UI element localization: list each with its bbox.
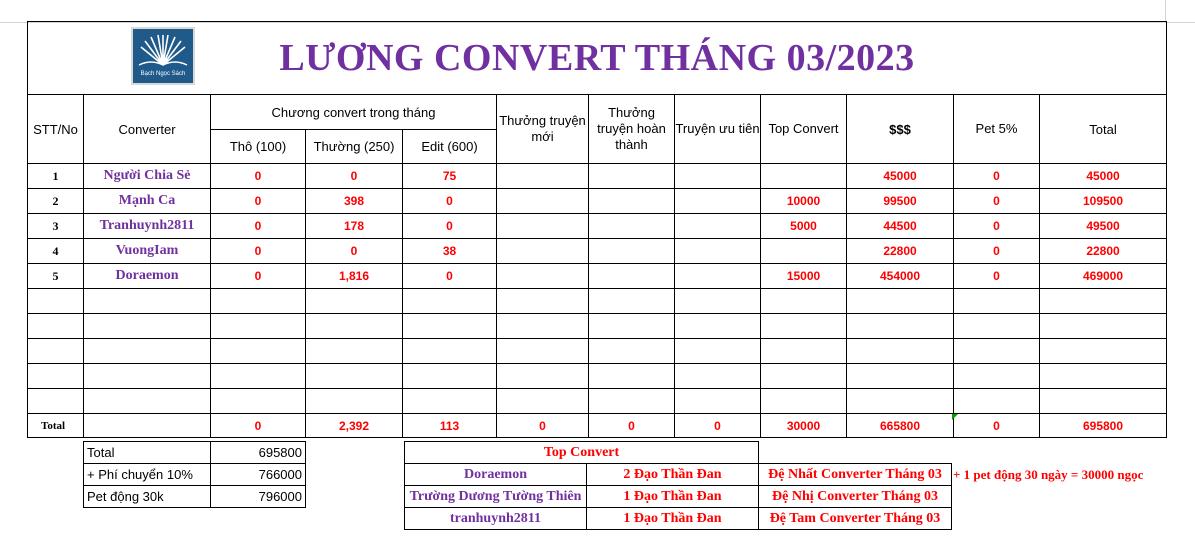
converter-name (84, 339, 211, 364)
converter-name: Doraemon (84, 264, 211, 289)
row-total: 469000 (1040, 264, 1167, 289)
raw-count (211, 364, 306, 389)
totals-cell (84, 414, 211, 438)
money: 44500 (847, 214, 954, 239)
top-convert-name: Doraemon (405, 464, 587, 486)
completed-bonus (589, 339, 675, 364)
header-money: $$$ (847, 95, 954, 164)
normal-count: 1,816 (306, 264, 403, 289)
pet (954, 289, 1040, 314)
row-total: 109500 (1040, 189, 1167, 214)
top-convert-row (405, 464, 952, 486)
edit-count: 75 (403, 164, 497, 189)
table-row (28, 164, 1167, 189)
normal-count: 0 (306, 239, 403, 264)
top-convert-rank: Đệ Nhất Converter Tháng 03 (759, 464, 952, 486)
empty-row (28, 364, 1167, 389)
normal-count: 398 (306, 189, 403, 214)
new-story-bonus (497, 239, 589, 264)
raw-count: 0 (211, 164, 306, 189)
header-top-convert: Top Convert (761, 95, 847, 164)
top-convert-bonus: 15000 (761, 264, 847, 289)
title-cell (28, 22, 1167, 95)
converter-name (84, 364, 211, 389)
converter-name: Tranhuynh2811 (84, 214, 211, 239)
row-total (1040, 389, 1167, 414)
header-chapters-group: Chương convert trong tháng (211, 95, 497, 130)
money: 454000 (847, 264, 954, 289)
summary-value: 766000 (211, 464, 306, 486)
totals-money: 665800 (847, 414, 954, 438)
top-convert-name: tranhuynh2811 (405, 508, 587, 530)
top-convert-bonus: 5000 (761, 214, 847, 239)
row-stt (28, 289, 84, 314)
top-convert-reward: 2 Đạo Thần Đan (587, 464, 759, 486)
pet: 0 (954, 164, 1040, 189)
completed-bonus (589, 214, 675, 239)
raw-count (211, 389, 306, 414)
pet-note: + 1 pet động 30 ngày = 30000 ngọc (953, 467, 1144, 482)
pet: 0 (954, 214, 1040, 239)
column-gridline (1165, 0, 1166, 22)
totals-normal: 2,392 (306, 414, 403, 438)
completed-bonus (589, 264, 675, 289)
pet (954, 364, 1040, 389)
page-title: LƯƠNG CONVERT THÁNG 03/2023 (279, 37, 915, 79)
priority-story (675, 189, 761, 214)
edit-count: 0 (403, 189, 497, 214)
table-row (28, 264, 1167, 289)
new-story-bonus (497, 314, 589, 339)
edit-count (403, 364, 497, 389)
summary-table (83, 441, 306, 508)
header-new-story-bonus: Thưởng truyện mới (497, 95, 589, 164)
totals-edit: 113 (403, 414, 497, 438)
header-pet: Pet 5% (954, 95, 1040, 164)
normal-count (306, 389, 403, 414)
totals-completed: 0 (589, 414, 675, 438)
money (847, 364, 954, 389)
normal-count (306, 364, 403, 389)
top-convert-bonus (761, 239, 847, 264)
top-convert-row (405, 486, 952, 508)
row-stt: 2 (28, 189, 84, 214)
header-edit: Edit (600) (403, 130, 497, 164)
row-total: 22800 (1040, 239, 1167, 264)
empty-row (28, 339, 1167, 364)
top-convert-bonus (761, 364, 847, 389)
row-stt (28, 364, 84, 389)
row-stt (28, 389, 84, 414)
top-convert-name: Trường Dương Tường Thiên (405, 486, 587, 508)
priority-story (675, 364, 761, 389)
edit-count (403, 314, 497, 339)
row-total (1040, 364, 1167, 389)
pet (954, 314, 1040, 339)
row-stt (28, 339, 84, 364)
header-converter: Converter (84, 95, 211, 164)
salary-table (27, 21, 1167, 438)
pet: 0 (954, 264, 1040, 289)
normal-count (306, 339, 403, 364)
new-story-bonus (497, 389, 589, 414)
pet (954, 339, 1040, 364)
row-total (1040, 289, 1167, 314)
top-convert-rank: Đệ Tam Converter Tháng 03 (759, 508, 952, 530)
top-convert-title: Top Convert (405, 442, 759, 464)
header-total: Total (1040, 95, 1167, 164)
money (847, 389, 954, 414)
logo-text: Bạch Ngọc Sách (140, 71, 186, 77)
row-total (1040, 314, 1167, 339)
summary-value: 796000 (211, 486, 306, 508)
top-convert-reward: 1 Đạo Thần Đan (587, 508, 759, 530)
row-stt: 1 (28, 164, 84, 189)
money: 99500 (847, 189, 954, 214)
converter-name (84, 389, 211, 414)
completed-bonus (589, 364, 675, 389)
money: 22800 (847, 239, 954, 264)
new-story-bonus (497, 264, 589, 289)
summary-label: Total (84, 442, 211, 464)
top-convert-bonus (761, 389, 847, 414)
top-convert-bonus (761, 314, 847, 339)
table-row (28, 239, 1167, 264)
new-story-bonus (497, 339, 589, 364)
edit-count (403, 339, 497, 364)
raw-count (211, 289, 306, 314)
completed-bonus (589, 289, 675, 314)
converter-name: VuongIam (84, 239, 211, 264)
priority-story (675, 214, 761, 239)
edit-count: 0 (403, 214, 497, 239)
money (847, 289, 954, 314)
edit-count: 38 (403, 239, 497, 264)
converter-name (84, 314, 211, 339)
completed-bonus (589, 164, 675, 189)
completed-bonus (589, 189, 675, 214)
normal-count (306, 289, 403, 314)
priority-story (675, 164, 761, 189)
top-convert-blank (759, 442, 952, 464)
raw-count (211, 314, 306, 339)
top-convert-table (404, 441, 952, 530)
totals-top: 30000 (761, 414, 847, 438)
converter-name (84, 289, 211, 314)
new-story-bonus (497, 289, 589, 314)
totals-new-story: 0 (497, 414, 589, 438)
money: 45000 (847, 164, 954, 189)
money (847, 314, 954, 339)
header-stt: STT/No (28, 95, 84, 164)
priority-story (675, 389, 761, 414)
totals-row (28, 414, 1167, 438)
new-story-bonus (497, 189, 589, 214)
summary-label: Pet động 30k (84, 486, 211, 508)
raw-count: 0 (211, 264, 306, 289)
empty-row (28, 289, 1167, 314)
totals-raw: 0 (211, 414, 306, 438)
header-priority-story: Truyện ưu tiên (675, 95, 761, 164)
row-total (1040, 339, 1167, 364)
empty-row (28, 389, 1167, 414)
row-total: 49500 (1040, 214, 1167, 239)
new-story-bonus (497, 164, 589, 189)
table-row (28, 189, 1167, 214)
totals-pet: 0 (954, 414, 1040, 438)
top-convert-row (405, 508, 952, 530)
normal-count (306, 314, 403, 339)
priority-story (675, 314, 761, 339)
top-convert-rank: Đệ Nhị Converter Tháng 03 (759, 486, 952, 508)
pet: 0 (954, 189, 1040, 214)
sheet-gridlines (0, 0, 1195, 23)
empty-row (28, 314, 1167, 339)
raw-count: 0 (211, 239, 306, 264)
normal-count: 0 (306, 164, 403, 189)
new-story-bonus (497, 364, 589, 389)
top-convert-bonus (761, 164, 847, 189)
row-total: 45000 (1040, 164, 1167, 189)
top-convert-bonus: 10000 (761, 189, 847, 214)
top-convert-bonus (761, 289, 847, 314)
top-convert-bonus (761, 339, 847, 364)
header-normal: Thường (250) (306, 130, 403, 164)
row-stt: 4 (28, 239, 84, 264)
summary-row (84, 442, 306, 464)
completed-bonus (589, 389, 675, 414)
row-stt: 5 (28, 264, 84, 289)
priority-story (675, 264, 761, 289)
totals-total: 695800 (1040, 414, 1167, 438)
summary-value: 695800 (211, 442, 306, 464)
summary-label: + Phí chuyển 10% (84, 464, 211, 486)
priority-story (675, 339, 761, 364)
raw-count: 0 (211, 189, 306, 214)
row-stt (28, 314, 84, 339)
normal-count: 178 (306, 214, 403, 239)
header-raw: Thô (100) (211, 130, 306, 164)
table-row (28, 214, 1167, 239)
priority-story (675, 289, 761, 314)
edit-count: 0 (403, 264, 497, 289)
money (847, 339, 954, 364)
raw-count (211, 339, 306, 364)
edit-count (403, 389, 497, 414)
row-stt: 3 (28, 214, 84, 239)
completed-bonus (589, 314, 675, 339)
header-completed-bonus: Thưởng truyện hoàn thành (589, 95, 675, 164)
summary-row (84, 486, 306, 508)
new-story-bonus (497, 214, 589, 239)
completed-bonus (589, 239, 675, 264)
converter-name: Mạnh Ca (84, 189, 211, 214)
edit-count (403, 289, 497, 314)
pet (954, 389, 1040, 414)
converter-name: Người Chia Sẻ (84, 164, 211, 189)
totals-label: Total (28, 414, 84, 438)
totals-priority: 0 (675, 414, 761, 438)
comment-indicator (952, 414, 958, 420)
pet: 0 (954, 239, 1040, 264)
top-convert-reward: 1 Đạo Thần Đan (587, 486, 759, 508)
summary-row (84, 464, 306, 486)
priority-story (675, 239, 761, 264)
raw-count: 0 (211, 214, 306, 239)
